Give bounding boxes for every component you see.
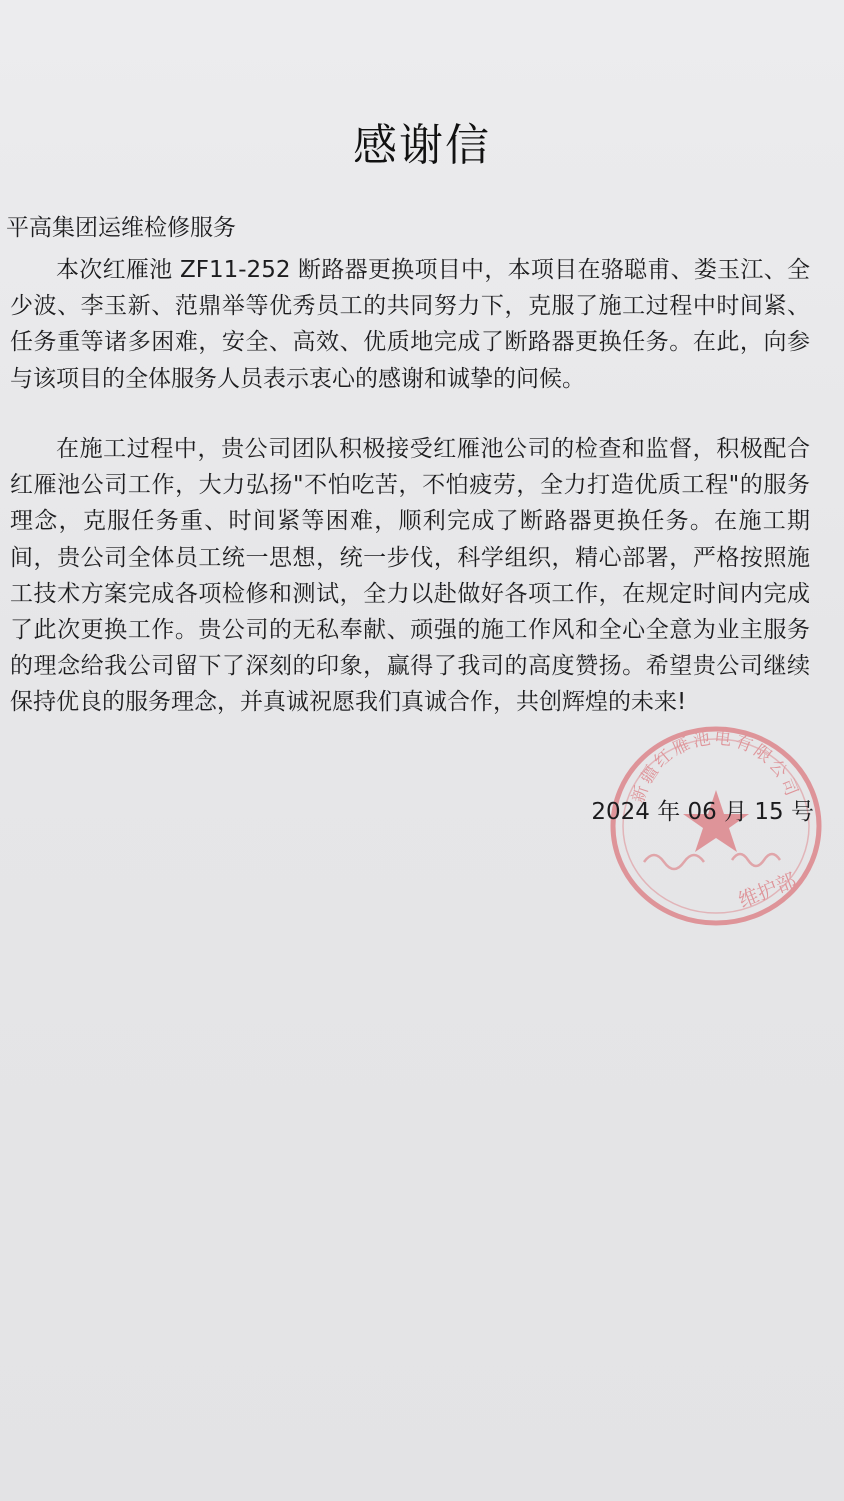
seal-department: 维护部 bbox=[734, 867, 800, 913]
seal-text: 新疆红雁池电有限公司 bbox=[628, 728, 803, 806]
paragraph-1: 本次红雁池 ZF11-252 断路器更换项目中，本项目在骆聪甫、娄玉江、全少波、李玉新、范鼎举等优秀员工的共同努力下，克服了施工过程中时间紧、任务重等诸多困难，安全、高效、优质地完成了断路器更换任务。在此，向参与该项目的全体服务人员表示衷心的感谢和诚挚的问候。 bbox=[10, 257, 810, 392]
letter-title: 感谢信 bbox=[353, 120, 491, 171]
company-seal bbox=[602, 722, 830, 938]
paragraph-2: 在施工过程中，贵公司团队积极接受红雁池公司的检查和监督，积极配合红雁池公司工作，大力弘扬"不怕吃苦，不怕疲劳，全力打造优质工程"的服务理念，克服任务重、时间紧等困难，顺利完成了断路器更换任务。在施工期间，贵公司全体员工统一思想，统一步伐，科学组织，精心部署，严格按照施工技术方案完成各项检修和测试，全力以赴做好各项工作，在规定时间内完成了此次更换工作。贵公司的无私奉献、顽强的施工作风和全心全意为业主服务的理念给我公司留下了深刻的印象，赢得了我司的高度赞扬。希望贵公司继续保持优良的服务理念，并真诚祝愿我们真诚合作，共创辉煌的未来! bbox=[10, 436, 810, 716]
recipient-line: 平高集团运维检修服务 bbox=[6, 215, 236, 241]
letter-date: 2024 年 06 月 15 号 bbox=[591, 799, 814, 825]
